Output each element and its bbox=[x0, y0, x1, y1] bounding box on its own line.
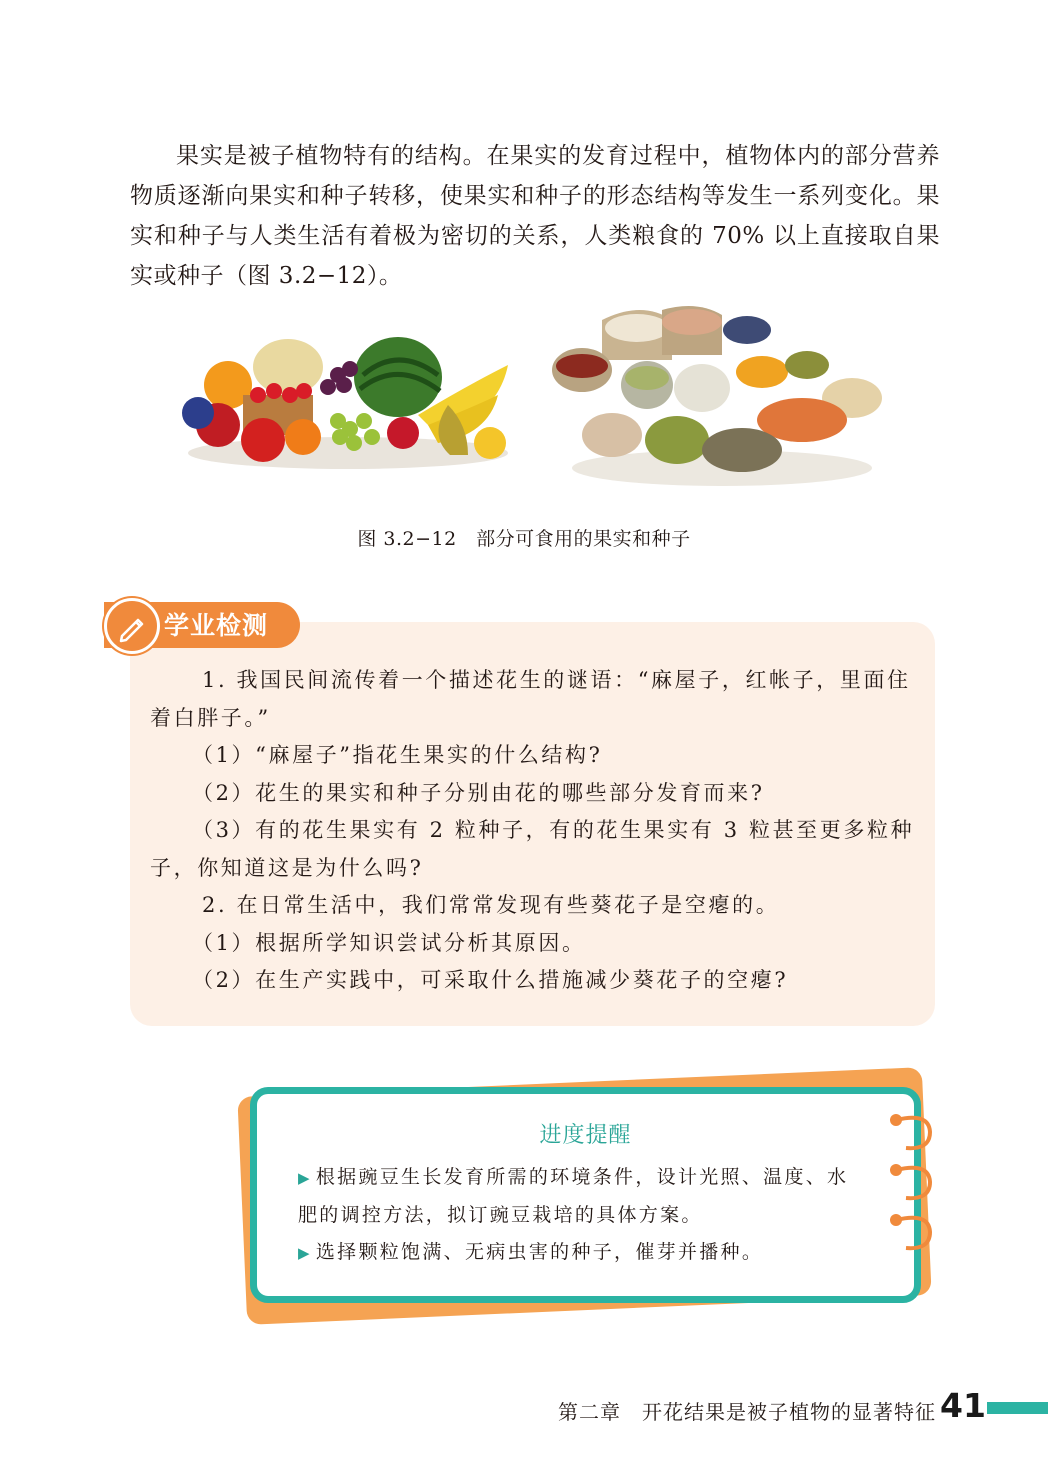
progress-item-2: ▶ 选择颗粒饱满、无病虫害的种子，催芽并播种。 bbox=[298, 1241, 764, 1263]
question-1-3: （3）有的花生果实有 2 粒种子，有的花生果实有 3 粒甚至更多粒种子，你知道这是为什么吗? bbox=[150, 818, 915, 880]
seeds-image bbox=[552, 300, 887, 490]
question-2-1: （1）根据所学知识尝试分析其原因。 bbox=[192, 930, 586, 955]
quiz-questions bbox=[150, 662, 915, 1000]
progress-title: 进度提醒 bbox=[539, 1123, 632, 1148]
question-1-2: （2）花生的果实和种子分别由花的哪些部分发育而来? bbox=[192, 780, 765, 805]
quiz-title: 学业检测 bbox=[164, 611, 269, 640]
intro-paragraph-block bbox=[130, 136, 940, 296]
triangle-bullet-icon: ▶ bbox=[298, 1244, 312, 1262]
quiz-tag-circle bbox=[104, 598, 160, 654]
question-2: 2. 在日常生活中，我们常常发现有些葵花子是空瘪的。 bbox=[202, 893, 780, 917]
intro-paragraph: 果实是被子植物特有的结构。在果实的发育过程中，植物体内的部分营养物质逐渐向果实和种子转移，使果实和种子的形态结构等发生一系列变化。果实和种子与人类生活有着极为密切的关系，人类粮食的 70% 以上直接取自果实或种子（图 3.2−12）。 bbox=[130, 143, 940, 289]
footer-bar bbox=[987, 1402, 1048, 1414]
progress-items bbox=[298, 1159, 868, 1272]
page-number: 41 bbox=[940, 1386, 986, 1425]
pencil-icon bbox=[107, 601, 157, 651]
question-1-1: （1）“麻屋子”指花生果实的什么结构? bbox=[192, 743, 603, 767]
question-1: 1. 我国民间流传着一个描述花生的谜语：“麻屋子，红帐子，里面住着白胖子。” bbox=[150, 668, 911, 730]
triangle-bullet-icon: ▶ bbox=[298, 1169, 312, 1187]
question-2-2: （2）在生产实践中，可采取什么措施减少葵花子的空瘪? bbox=[192, 968, 789, 992]
figure-caption: 图 3.2−12 部分可食用的果实和种子 bbox=[357, 528, 691, 550]
chapter-footer: 第二章 开花结果是被子植物的显著特征 bbox=[558, 1400, 936, 1424]
fruits-image bbox=[178, 325, 518, 475]
progress-item-1: ▶ 根据豌豆生长发育所需的环境条件，设计光照、温度、水肥的调控方法，拟订豌豆栽培的具体方案。 bbox=[298, 1166, 849, 1226]
